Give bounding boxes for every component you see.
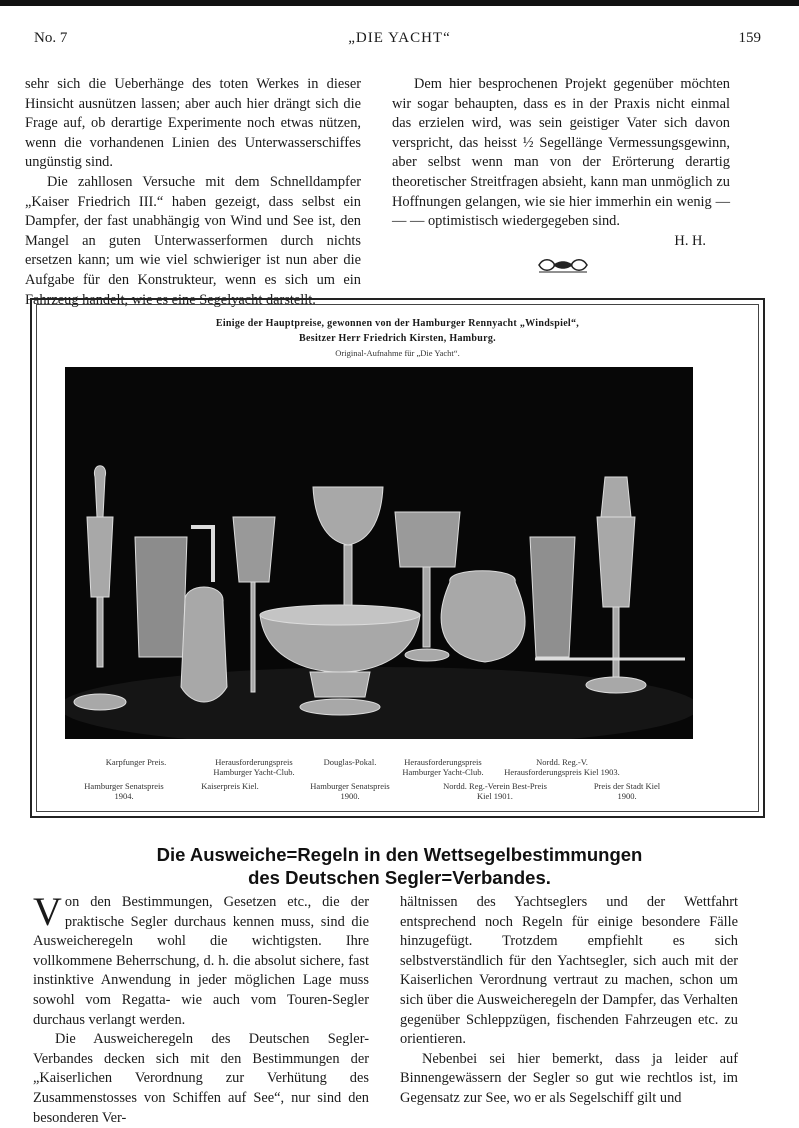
trophy-label: Herausforderungspreis Hamburger Yacht-Club. — [402, 757, 484, 777]
trophy-label: Herausforderungspreis Hamburger Yacht-Club. — [213, 757, 295, 777]
paragraph: Die zahllosen Versuche mit dem Schnelldampfer „Kaiser Friedrich III.“ haben gezeigt, dass selbst ein Dampfer, der fast unabhängig von Wind und See ist, den Mangel an guten Unterwasserformen durch nichts ersetzen kann; um wie viel schwieriger ist nun aber die Aufgabe für den Konstrukteur, wenn es sich um ein Fahrzeug handelt, wie es eine Segelyacht darstellt. — [25, 173, 361, 308]
page-top-edge — [0, 0, 799, 6]
trophy-label: Hamburger Senatspreis 1900. — [310, 781, 390, 801]
trophy-photograph — [65, 367, 693, 739]
paragraph — [33, 889, 369, 1030]
ornament-icon — [537, 256, 589, 274]
trophy-label: Nordd. Reg.-Verein Best-Preis Kiel 1901. — [443, 781, 547, 801]
figure-caption-line1: Einige der Hauptpreise, gewonnen von der Hamburger Rennyacht „Windspiel“, — [215, 318, 580, 329]
drop-cap: V — [33, 889, 62, 934]
trophy-label: Preis der Stadt Kiel 1900. — [593, 781, 661, 801]
figure-caption-credit: Original-Aufnahme für „Die Yacht“. — [335, 348, 460, 358]
page-number: 159 — [738, 30, 761, 46]
trophy-label: Douglas-Pokal. — [323, 757, 377, 767]
paragraph-text: on den Bestimmungen, Gesetzen etc., die der praktische Segler durchaus kennen muss, sind die Ausweicheregeln wohl die wichtigsten. Ihre vollkommene Beherrschung, d. h. die absolut sichere, fast instinktive Anwendung in jeder möglichen Lage muss sowohl vom Regatta- wie auch vom Touren-Segler durchaus verlangt werden. — [33, 894, 369, 1028]
trophy-label: Kaiserpreis Kiel. — [201, 781, 259, 791]
paragraph: sehr sich die Ueberhänge des toten Werkes in dieser Hinsicht ausnützen lassen; aber auch hier drängt sich die Frage auf, ob derartige Experimente noch etwas nützen, wenn die vorhandenen Linien des Unterwasserschiffes ungünstig sind. — [25, 76, 361, 171]
paragraph: Die Ausweicheregeln des Deutschen Segler-Verbandes decken sich mit den Bestimmungen der „Kaiserlichen Verordnung zur Verhütung des Zusammenstosses von Schiffen auf See“, nur sind den besonderen Ver- — [33, 1031, 369, 1126]
trophy-label: Nordd. Reg.-V. Herausforderungspreis Kiel 1903. — [504, 757, 620, 777]
running-title: „DIE YACHT“ — [348, 30, 451, 46]
article-title-line1: Die Ausweiche=Regeln in den Wettsegelbestimmungen — [156, 844, 643, 865]
article-title-line2: des Deutschen Segler=Verbandes. — [248, 867, 551, 888]
paragraph: Nebenbei sei hier bemerkt, dass ja leider auf Binnengewässern der Segler so gut wie rechtlos ist, im Gegensatz zur See, wo er als Segelschiff gilt und — [400, 1050, 738, 1106]
article-right-column — [400, 893, 738, 1109]
issue-number: No. 7 — [34, 30, 68, 46]
article-left-column — [33, 889, 369, 1128]
author-signature: H. H. — [674, 232, 706, 249]
top-left-column — [25, 75, 361, 310]
paragraph: hältnissen des Yachtseglers und der Wettfahrt entsprechend noch Regeln für einige besondere Fälle hinzugefügt. Trotzdem empfiehlt es sich selbstverständlich für den Yachtsegler, sich auch mit der Kaiserlichen Verordnung vertraut zu machen, schon um sich über die Ausweicheregeln der Dampfer, das Verhalten gegenüber Schleppzügen, fischenden Fahrzeugen etc. zu orientieren. — [400, 894, 738, 1048]
article-title — [0, 843, 799, 889]
figure-caption-line2: Besitzer Herr Friedrich Kirsten, Hamburg. — [299, 333, 496, 344]
top-right-column — [392, 75, 730, 251]
trophy-label: Hamburger Senatspreis 1904. — [84, 781, 164, 801]
figure-frame — [30, 298, 765, 818]
paragraph: Dem hier besprochenen Projekt gegenüber möchten wir sogar behaupten, dass es in der Praxis nicht einmal das erzielen wird, was sein geistiger Vater sich davon verspricht, das heisst ½ Segellänge Vermessungsgewinn, aber selbst wenn man von der Erörterung derartig theoretischer Streitfragen absieht, kann man unmöglich zu Hoffnungen gelangen, wie sie hier immerhin ein wenig — — — optimistisch wiedergegeben sind. — [392, 76, 730, 230]
trophy-label: Karpfunger Preis. — [105, 757, 167, 767]
